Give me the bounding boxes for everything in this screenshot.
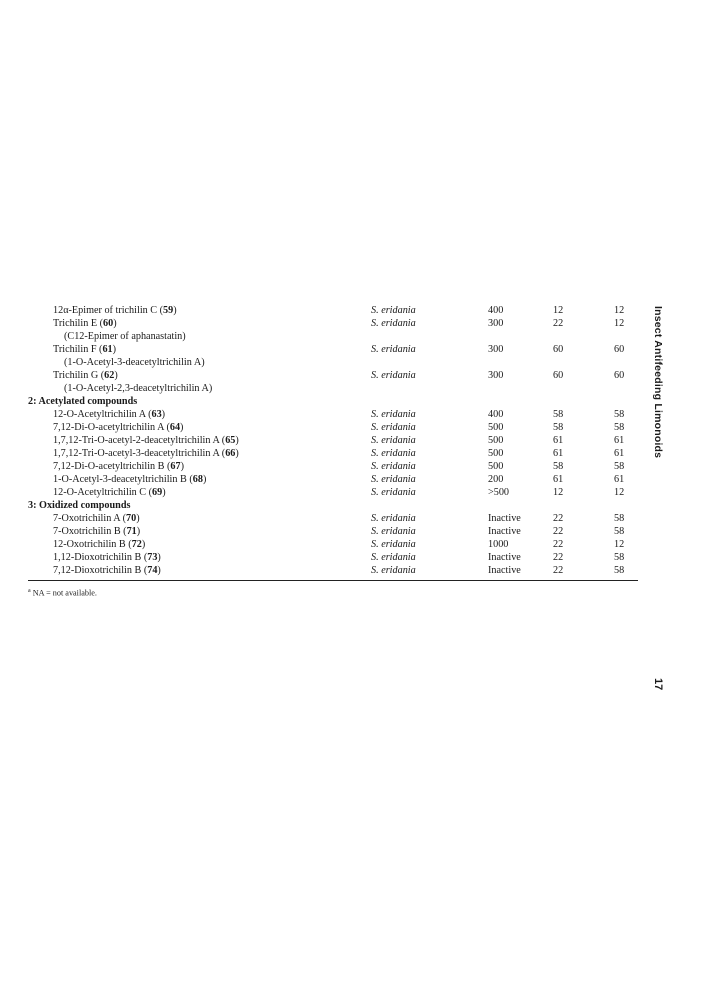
compound-name-text: 7-Oxotrichilin B (: [53, 526, 127, 537]
compound-name-text: (1-O-Acetyl-2,3-deacetyltrichilin A): [64, 383, 213, 394]
value-col-3: 58: [614, 422, 625, 433]
source-species: S. eridania: [371, 513, 416, 524]
compound-number: 69: [152, 487, 163, 498]
table-row: [28, 538, 638, 551]
table-row: [28, 421, 638, 434]
footnote-marker: a: [28, 588, 31, 594]
table-row: [28, 369, 638, 382]
group-heading: [28, 499, 130, 512]
value-col-1: Inactive: [488, 526, 521, 537]
source-species: S. eridania: [371, 461, 416, 472]
compound-number: 68: [192, 474, 203, 485]
value-col-1: Inactive: [488, 552, 521, 563]
source-species: S. eridania: [371, 422, 416, 433]
value-col-1: 500: [488, 435, 504, 446]
table-row: [28, 434, 638, 447]
value-col-3: 12: [614, 318, 625, 329]
compound-name-text: Trichilin F (: [53, 344, 103, 355]
source-species: S. eridania: [371, 448, 416, 459]
compound-name-text: Trichilin E (: [53, 318, 103, 329]
compound-name: [53, 538, 145, 551]
source-species: S. eridania: [371, 474, 416, 485]
value-col-2: 12: [553, 487, 564, 498]
compound-number: 61: [102, 344, 113, 355]
compound-name: [53, 304, 177, 317]
table-row: [28, 304, 638, 317]
table-row: [28, 564, 638, 577]
compound-name-close: ): [180, 461, 184, 472]
value-col-3: 58: [614, 461, 625, 472]
value-col-2: 61: [553, 435, 564, 446]
compound-number: 72: [131, 539, 142, 550]
compound-name-text: 12-Oxotrichilin B (: [53, 539, 132, 550]
table-footnote: [28, 586, 97, 599]
value-col-2: 61: [553, 448, 564, 459]
table-row: [28, 525, 638, 538]
compound-name-close: ): [141, 539, 146, 550]
value-col-3: 58: [614, 526, 625, 537]
group-heading: [28, 395, 137, 408]
compound-name-close: ): [235, 435, 239, 446]
compound-name-close: ): [235, 448, 239, 459]
value-col-1: 300: [488, 370, 504, 381]
table-row: [28, 408, 638, 421]
value-col-1: Inactive: [488, 565, 521, 576]
compound-name-close: ): [157, 552, 161, 563]
value-col-2: 22: [553, 552, 564, 563]
compound-name-close: ): [114, 370, 118, 381]
page-number: 17: [652, 678, 664, 691]
source-species: S. eridania: [371, 409, 416, 420]
value-col-2: 22: [553, 526, 564, 537]
compound-name-close: ): [157, 565, 161, 576]
table-row: [28, 356, 638, 369]
running-head: Insect Antifeeding Limonoids: [652, 306, 664, 459]
value-col-1: 300: [488, 344, 504, 355]
source-species: S. eridania: [371, 487, 416, 498]
value-col-2: 58: [553, 461, 564, 472]
value-col-3: 12: [614, 539, 625, 550]
compound-name: [53, 525, 140, 538]
value-col-2: 60: [553, 370, 564, 381]
value-col-1: 300: [488, 318, 504, 329]
compound-name-text: 1,7,12-Tri-O-acetyl-3-deacetyltrichilin A (: [53, 448, 226, 459]
source-species: S. eridania: [371, 435, 416, 446]
compound-name: [53, 343, 116, 356]
compound-name: [53, 421, 183, 434]
compound-name-text: 12-O-Acetyltrichilin A (: [53, 409, 152, 420]
value-col-2: 12: [553, 305, 564, 316]
table-row: [28, 512, 638, 525]
compound-name: [53, 460, 184, 473]
value-col-2: 22: [553, 565, 564, 576]
table-row: [28, 330, 638, 343]
source-species: S. eridania: [371, 539, 416, 550]
table-row: [28, 473, 638, 486]
compound-table: [28, 304, 638, 577]
compound-name-close: ): [112, 344, 117, 355]
compound-name-text: 1-O-Acetyl-3-deacetyltrichilin B (: [53, 474, 193, 485]
compound-name-text: 3: Oxidized compounds: [28, 500, 131, 511]
compound-name: [53, 486, 166, 499]
compound-name: [64, 382, 212, 395]
value-col-3: 12: [614, 487, 625, 498]
value-col-2: 22: [553, 318, 564, 329]
compound-name-text: 7,12-Di-O-acetyltrichilin A (: [53, 422, 170, 433]
compound-number: 60: [103, 318, 114, 329]
table-row: [28, 317, 638, 330]
compound-number: 59: [163, 305, 174, 316]
source-species: S. eridania: [371, 526, 416, 537]
compound-name-text: 12-O-Acetyltrichilin C (: [53, 487, 153, 498]
compound-name-close: ): [113, 318, 117, 329]
compound-number: 73: [147, 552, 158, 563]
value-col-2: 22: [553, 513, 564, 524]
compound-name-close: ): [202, 474, 207, 485]
value-col-3: 61: [614, 435, 625, 446]
compound-name: [53, 369, 118, 382]
value-col-1: 500: [488, 448, 504, 459]
compound-name-text: 2: Acetylated compounds: [28, 396, 138, 407]
value-col-1: Inactive: [488, 513, 521, 524]
compound-name: [53, 447, 239, 460]
compound-name-text: (1-O-Acetyl-3-deacetyltrichilin A): [64, 357, 205, 368]
value-col-1: 500: [488, 422, 504, 433]
compound-number: 66: [225, 448, 236, 459]
compound-name-close: ): [180, 422, 184, 433]
compound-number: 62: [104, 370, 115, 381]
compound-number: 63: [151, 409, 162, 420]
compound-name-text: 7,12-Di-O-acetyltrichilin B (: [53, 461, 171, 472]
value-col-3: 58: [614, 565, 625, 576]
compound-name-close: ): [136, 526, 141, 537]
compound-name: [64, 356, 205, 369]
compound-name-close: ): [161, 409, 166, 420]
compound-number: 65: [225, 435, 236, 446]
source-species: S. eridania: [371, 565, 416, 576]
value-col-3: 61: [614, 474, 625, 485]
compound-name-text: 7-Oxotrichilin A (: [53, 513, 127, 524]
compound-name-close: ): [162, 487, 166, 498]
compound-name-text: (C12-Epimer of aphanastatin): [64, 331, 186, 342]
value-col-1: 400: [488, 409, 504, 420]
value-col-3: 61: [614, 448, 625, 459]
compound-name-close: ): [136, 513, 140, 524]
table-group-heading-row: [28, 499, 638, 512]
value-col-1: 500: [488, 461, 504, 472]
value-col-2: 58: [553, 409, 564, 420]
value-col-1: 200: [488, 474, 504, 485]
value-col-1: 1000: [488, 539, 509, 550]
compound-name: [53, 408, 165, 421]
compound-name-text: 7,12-Dioxotrichilin B (: [53, 565, 148, 576]
value-col-2: 22: [553, 539, 564, 550]
compound-number: 71: [126, 526, 137, 537]
table-row: [28, 447, 638, 460]
compound-name: [53, 564, 161, 577]
value-col-3: 58: [614, 513, 625, 524]
table-bottom-rule: [28, 580, 638, 581]
compound-name: [53, 551, 161, 564]
compound-name: [53, 512, 140, 525]
value-col-3: 58: [614, 409, 625, 420]
compound-number: 67: [170, 461, 181, 472]
compound-name-text: 12α-Epimer of trichilin C (: [53, 305, 164, 316]
value-col-3: 60: [614, 344, 625, 355]
compound-name: [64, 330, 186, 343]
table-row: [28, 486, 638, 499]
source-species: S. eridania: [371, 318, 416, 329]
table-group-heading-row: [28, 395, 638, 408]
value-col-3: 58: [614, 552, 625, 563]
compound-name-text: Trichilin G (: [53, 370, 105, 381]
value-col-2: 61: [553, 474, 564, 485]
compound-name: [53, 434, 239, 447]
compound-number: 64: [169, 422, 181, 433]
compound-name: [53, 317, 117, 330]
table-row: [28, 551, 638, 564]
compound-name-close: ): [173, 305, 177, 316]
value-col-3: 12: [614, 305, 625, 316]
compound-name: [53, 473, 206, 486]
table-row: [28, 343, 638, 356]
footnote-text: NA = not available.: [32, 588, 97, 598]
table-row: [28, 382, 638, 395]
value-col-2: 58: [553, 422, 564, 433]
value-col-1: >500: [488, 487, 510, 498]
source-species: S. eridania: [371, 370, 416, 381]
source-species: S. eridania: [371, 344, 416, 355]
value-col-3: 60: [614, 370, 625, 381]
source-species: S. eridania: [371, 552, 416, 563]
source-species: S. eridania: [371, 305, 416, 316]
compound-number: 74: [147, 565, 158, 576]
table-row: [28, 460, 638, 473]
compound-name-text: 1,12-Dioxotrichilin B (: [53, 552, 148, 563]
value-col-1: 400: [488, 305, 504, 316]
compound-number: 70: [126, 513, 137, 524]
value-col-2: 60: [553, 344, 564, 355]
compound-name-text: 1,7,12-Tri-O-acetyl-2-deacetyltrichilin A (: [53, 435, 226, 446]
